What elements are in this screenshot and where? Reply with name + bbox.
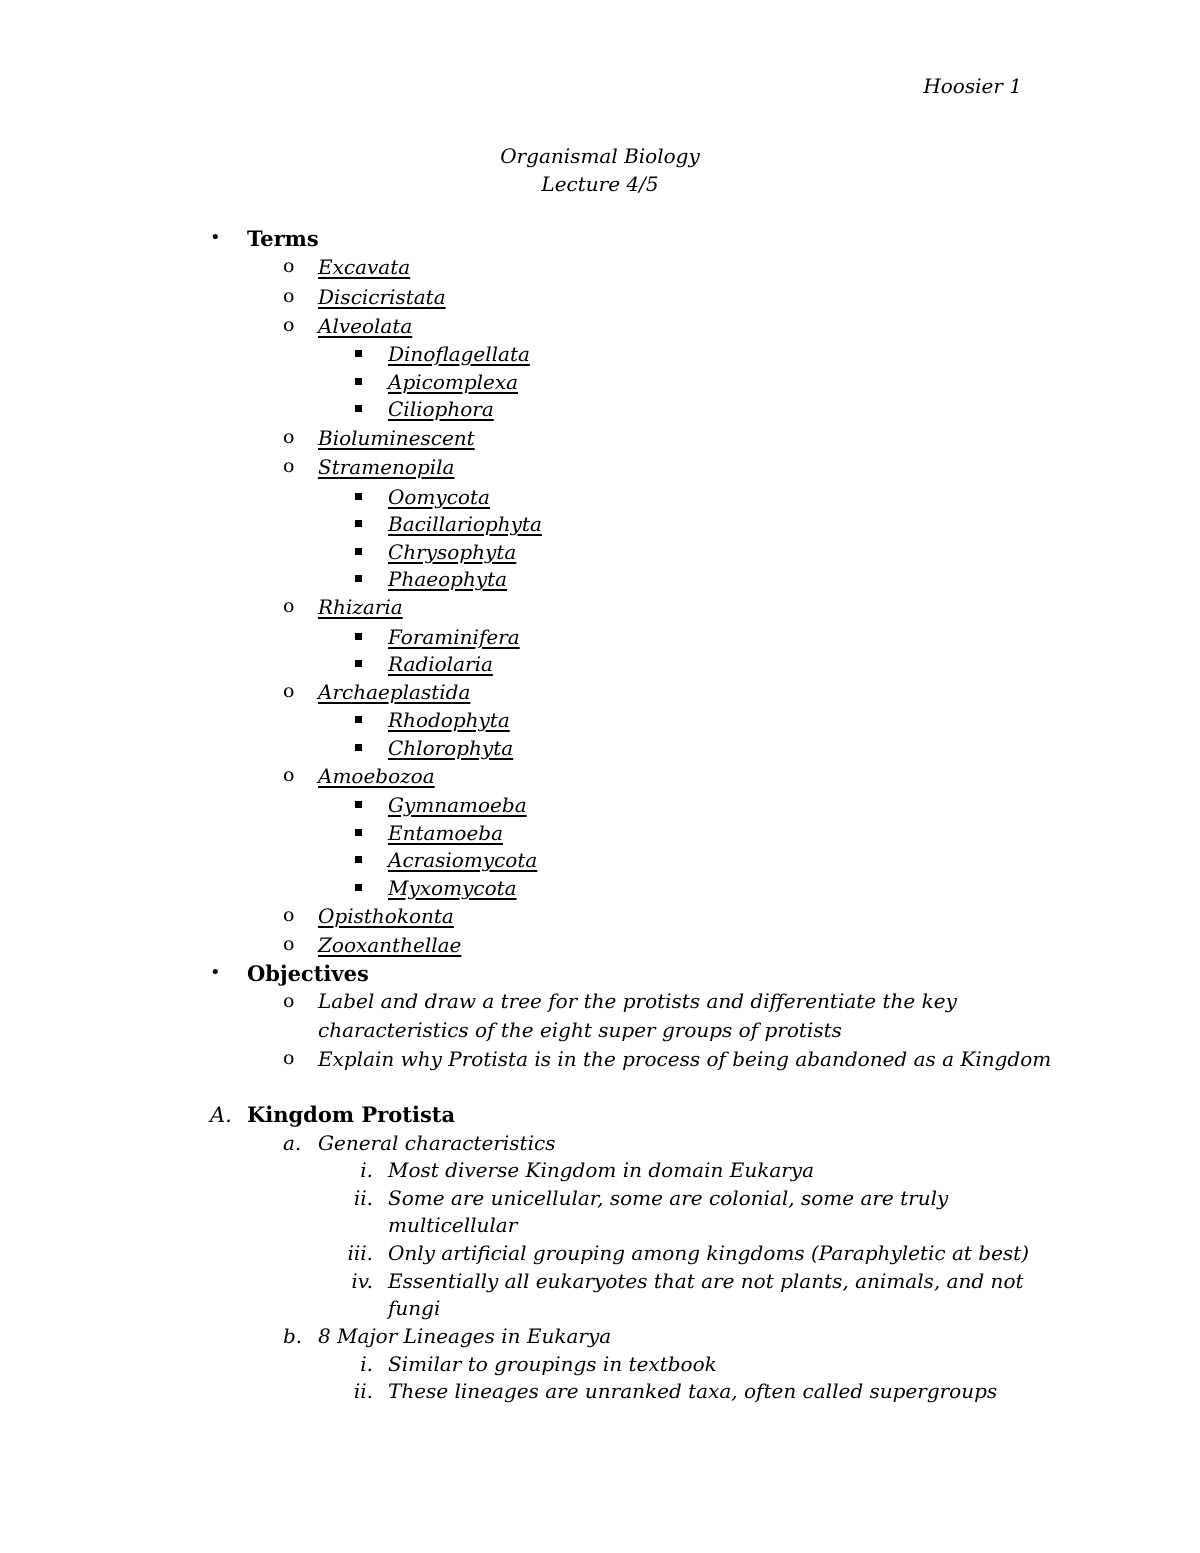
circle-bullet-icon: o xyxy=(283,990,295,1012)
objective-item-continuation: characteristics of the eight super groups of protists xyxy=(318,1018,842,1042)
square-bullet-icon xyxy=(355,744,362,751)
outline-marker: ii. xyxy=(353,1186,373,1210)
term-subitem: Rhodophyta xyxy=(388,708,510,732)
circle-bullet-icon: o xyxy=(283,680,295,702)
term-subitem: Bacillariophyta xyxy=(388,512,542,536)
outline-subitem-continuation: fungi xyxy=(388,1296,441,1320)
running-head: Hoosier 1 xyxy=(923,74,1022,98)
square-bullet-icon xyxy=(355,856,362,863)
outline-marker: i. xyxy=(360,1352,373,1376)
outline-item: 8 Major Lineages in Eukarya xyxy=(318,1324,612,1348)
square-bullet-icon xyxy=(355,829,362,836)
circle-bullet-icon: o xyxy=(283,1047,295,1069)
square-bullet-icon xyxy=(355,548,362,555)
bullet-icon: • xyxy=(210,227,221,248)
term-subitem: Dinoflagellata xyxy=(388,342,530,366)
objective-item: Label and draw a tree for the protists and differentiate the key xyxy=(318,989,957,1013)
outline-subitem: Only artificial grouping among kingdoms (Paraphyletic at best) xyxy=(388,1241,1030,1265)
objective-item: Explain why Protista is in the process of being abandoned as a Kingdom xyxy=(318,1047,1052,1071)
term-item: Bioluminescent xyxy=(318,426,475,450)
term-subitem: Chlorophyta xyxy=(388,736,514,760)
section-marker: A. xyxy=(210,1103,232,1127)
term-subitem: Oomycota xyxy=(388,485,490,509)
document-title: Organismal Biology xyxy=(500,144,700,168)
outline-subitem: Essentially all eukaryotes that are not plants, animals, and not xyxy=(388,1269,1024,1293)
term-subitem: Phaeophyta xyxy=(388,567,508,591)
term-item: Discicristata xyxy=(318,285,446,309)
square-bullet-icon xyxy=(355,660,362,667)
circle-bullet-icon: o xyxy=(283,595,295,617)
square-bullet-icon xyxy=(355,884,362,891)
circle-bullet-icon: o xyxy=(283,426,295,448)
term-item: Amoebozoa xyxy=(318,764,435,788)
circle-bullet-icon: o xyxy=(283,455,295,477)
square-bullet-icon xyxy=(355,716,362,723)
term-item: Alveolata xyxy=(318,314,413,338)
bullet-icon: • xyxy=(210,962,221,983)
objectives-heading: Objectives xyxy=(247,961,369,986)
term-subitem: Entamoeba xyxy=(388,821,504,845)
square-bullet-icon xyxy=(355,493,362,500)
circle-bullet-icon: o xyxy=(283,904,295,926)
square-bullet-icon xyxy=(355,575,362,582)
outline-marker: ii. xyxy=(353,1379,373,1403)
term-subitem: Myxomycota xyxy=(388,876,517,900)
term-item: Rhizaria xyxy=(318,595,403,619)
circle-bullet-icon: o xyxy=(283,285,295,307)
outline-subitem-continuation: multicellular xyxy=(388,1213,518,1237)
terms-heading: Terms xyxy=(247,226,319,251)
term-subitem: Gymnamoeba xyxy=(388,793,527,817)
term-item: Archaeplastida xyxy=(318,680,471,704)
outline-marker: iv. xyxy=(351,1269,373,1293)
circle-bullet-icon: o xyxy=(283,933,295,955)
outline-marker: i. xyxy=(360,1158,373,1182)
outline-subitem: Some are unicellular, some are colonial, some are truly xyxy=(388,1186,949,1210)
circle-bullet-icon: o xyxy=(283,764,295,786)
term-subitem: Radiolaria xyxy=(388,652,493,676)
term-item: Stramenopila xyxy=(318,455,455,479)
term-item: Zooxanthellae xyxy=(318,933,462,957)
square-bullet-icon xyxy=(355,801,362,808)
term-subitem: Chrysophyta xyxy=(388,540,517,564)
square-bullet-icon xyxy=(355,405,362,412)
outline-marker: a. xyxy=(283,1131,302,1155)
outline-item: General characteristics xyxy=(318,1131,556,1155)
term-subitem: Ciliophora xyxy=(388,397,494,421)
outline-subitem: Similar to groupings in textbook xyxy=(388,1352,717,1376)
term-item: Excavata xyxy=(318,255,411,279)
outline-subitem: These lineages are unranked taxa, often called supergroups xyxy=(388,1379,998,1403)
square-bullet-icon xyxy=(355,378,362,385)
outline-marker: b. xyxy=(283,1324,303,1348)
term-subitem: Acrasiomycota xyxy=(388,848,538,872)
term-subitem: Foraminifera xyxy=(388,625,520,649)
document-subtitle: Lecture 4/5 xyxy=(541,172,659,196)
square-bullet-icon xyxy=(355,350,362,357)
outline-marker: iii. xyxy=(347,1241,373,1265)
circle-bullet-icon: o xyxy=(283,255,295,277)
square-bullet-icon xyxy=(355,520,362,527)
term-subitem: Apicomplexa xyxy=(388,370,519,394)
circle-bullet-icon: o xyxy=(283,314,295,336)
outline-subitem: Most diverse Kingdom in domain Eukarya xyxy=(388,1158,815,1182)
term-item: Opisthokonta xyxy=(318,904,454,928)
section-heading: Kingdom Protista xyxy=(247,1102,456,1127)
square-bullet-icon xyxy=(355,633,362,640)
